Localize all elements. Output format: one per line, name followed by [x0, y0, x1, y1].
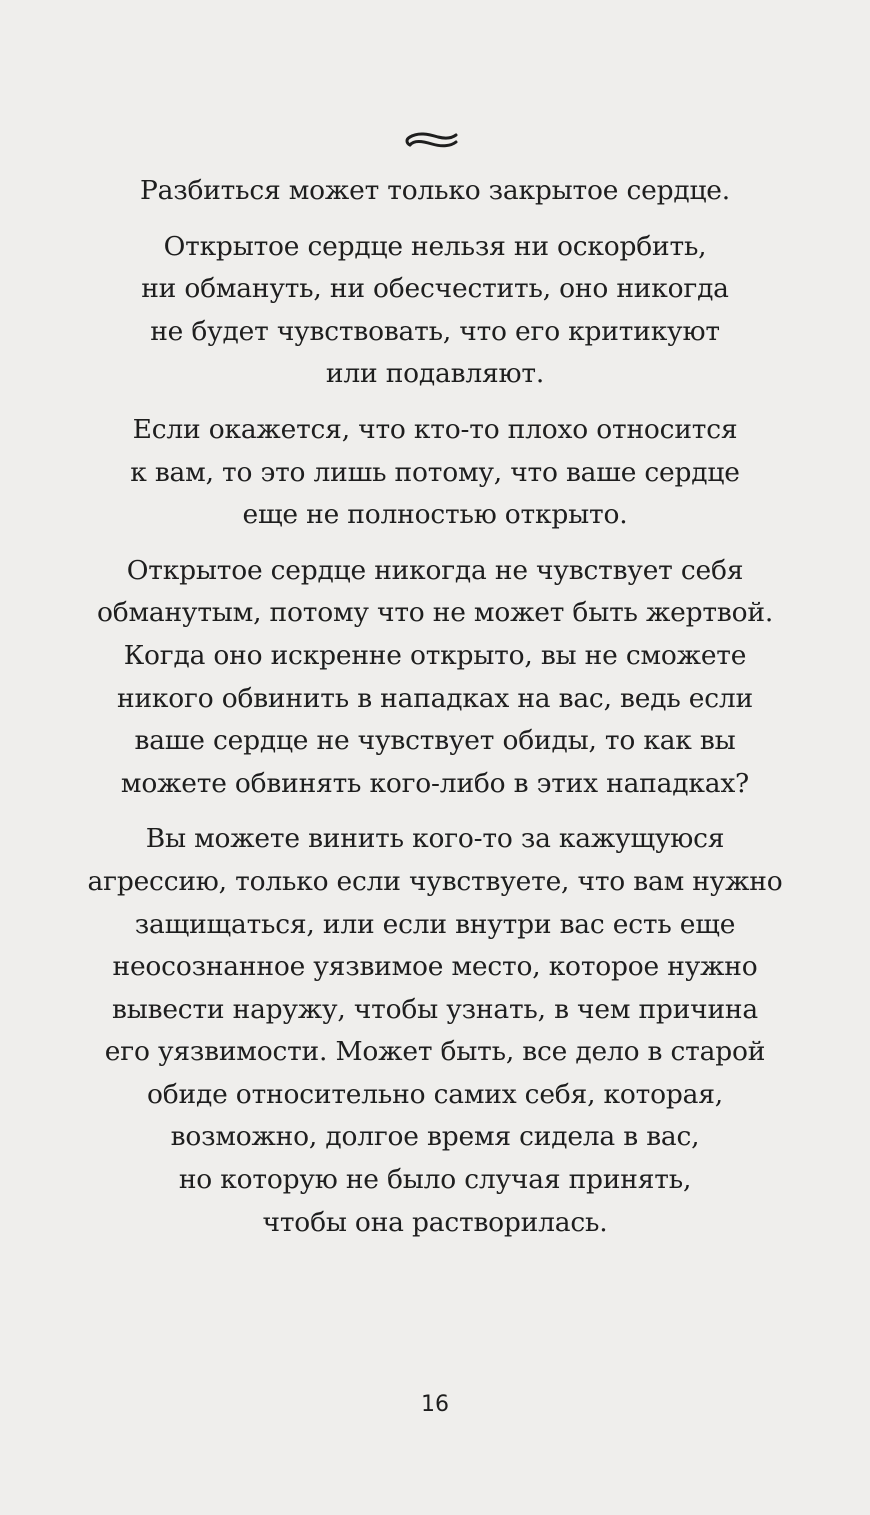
text-line: Открытое сердце нельзя ни оскорбить,: [163, 230, 707, 262]
text-line: Вы можете винить кого-то за кажущуюся: [145, 823, 725, 855]
text-line: Когда оно искренне открыто, вы не сможете: [123, 639, 747, 671]
text-line: ни обмануть, ни обесчестить, оно никогда: [141, 273, 729, 305]
paragraph-2: [40, 226, 830, 396]
text-line: обиде относительно самих себя, которая,: [147, 1078, 723, 1110]
text-line: ваше сердце не чувствует обиды, то как вы: [134, 725, 736, 757]
text-line: его уязвимости. Может быть, все дело в старой: [104, 1036, 766, 1068]
text-line: или подавляют.: [325, 358, 545, 390]
text-line: к вам, то это лишь потому, что ваше сердце: [130, 456, 740, 488]
text-line: защищаться, или если внутри вас есть еще: [134, 908, 736, 940]
text-line: никого обвинить в нападках на вас, ведь если: [116, 682, 754, 714]
text-line: чтобы она растворилась.: [262, 1206, 608, 1238]
page-number: 16: [421, 1392, 449, 1417]
text-line: возможно, долгое время сидела в вас,: [170, 1121, 700, 1153]
text-line: Разбиться может только закрытое сердце.: [139, 175, 731, 206]
swash-ornament-icon: [404, 128, 462, 154]
paragraph-3: [40, 409, 830, 537]
text-line: Если окажется, что кто-то плохо относится: [132, 413, 738, 445]
text-line: неосознанное уязвимое место, которое нужно: [112, 951, 758, 983]
text-line: Открытое сердце никогда не чувствует себя: [126, 554, 744, 586]
paragraph-1: [40, 170, 830, 213]
text-line: вывести наружу, чтобы узнать, в чем причина: [112, 993, 758, 1025]
text-line: обманутым, потому что не может быть жертвой.: [96, 597, 774, 629]
text-line: но которую не было случая принять,: [178, 1164, 692, 1196]
text-line: еще не полностью открыто.: [242, 499, 628, 531]
body-text: [40, 170, 830, 1257]
text-line: агрессию, только если чувствуете, что вам нужно: [87, 865, 783, 897]
text-line: можете обвинять кого-либо в этих нападках?: [120, 767, 750, 799]
paragraph-5: [40, 818, 830, 1244]
text-line: не будет чувствовать, что его критикуют: [150, 315, 720, 347]
paragraph-4: [40, 550, 830, 806]
